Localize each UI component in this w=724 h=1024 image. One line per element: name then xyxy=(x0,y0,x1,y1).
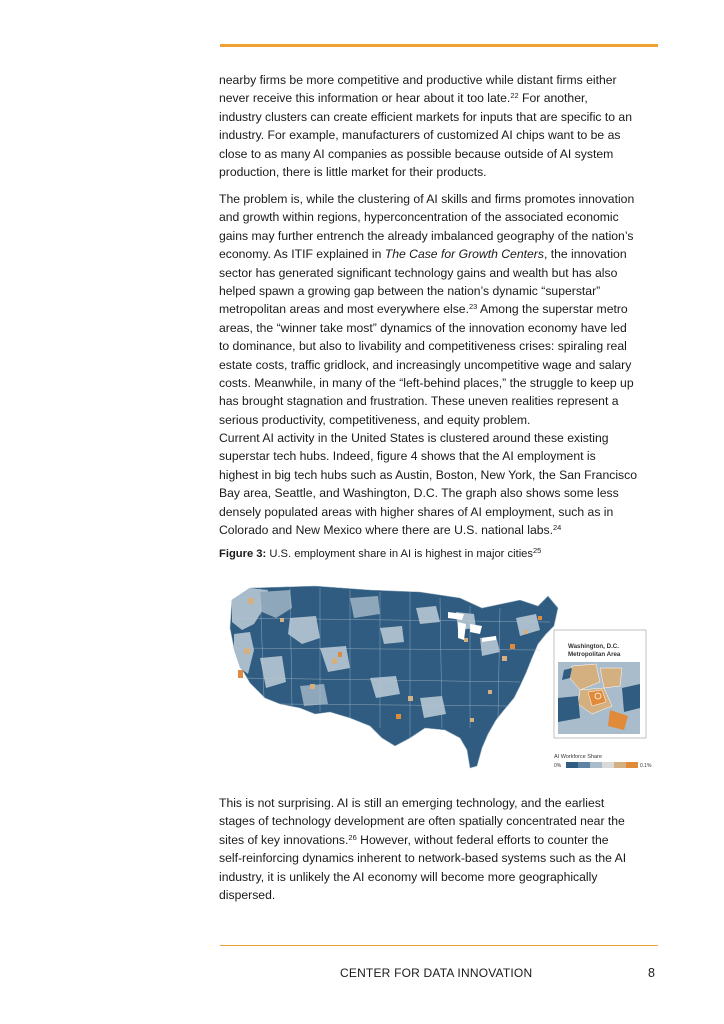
text-line: highest in big tech hubs such as Austin, Boston, New York, the San Francisco xyxy=(219,467,638,482)
text-line: industry clusters can create efficient markets for inputs that are specific to an xyxy=(219,109,632,124)
text-line: has brought stagnation and frustration. These uneven realities represent a xyxy=(219,394,619,409)
text-line: estate costs, traffic gridlock, and increasingly uncompetitive wage and salary xyxy=(219,357,632,372)
text-line: costs. Meanwhile, in many of the “left-behind places,” the struggle to keep up xyxy=(219,376,634,391)
text-line: stages of technology development are often spatially concentrated near the xyxy=(219,814,625,829)
text-line: densely populated areas with higher shares of AI employment, such as in xyxy=(219,504,614,519)
text-line: This is not surprising. AI is still an emerging technology, and the earliest xyxy=(219,796,605,810)
paragraph-hyperconcentration xyxy=(219,190,663,429)
text-line: The problem is, while the clustering of AI skills and firms promotes innovation xyxy=(219,192,635,206)
header-rule xyxy=(220,44,658,47)
page-number: 8 xyxy=(648,966,655,980)
footnote-ref: 26 xyxy=(348,832,357,842)
text-line: production, there is little market for their products. xyxy=(219,165,487,180)
text-line: superstar tech hubs. Indeed, figure 4 shows that the AI employment is xyxy=(219,449,596,464)
footnote-ref: 23 xyxy=(468,302,478,312)
text-line: dispersed. xyxy=(219,888,276,903)
paragraph-clusters xyxy=(219,71,663,181)
footnote-ref: 24 xyxy=(552,523,562,533)
legend-max: 0.1% xyxy=(640,763,652,769)
text-line: close to as many AI companies as possible because outside of AI system xyxy=(219,146,614,161)
figure-label: Figure 3: xyxy=(219,548,267,560)
footer-title: CENTER FOR DATA INNOVATION xyxy=(340,966,533,980)
text-line: economy. As ITIF explained in The Case for Growth Centers, the innovation xyxy=(219,247,627,262)
legend-title: AI Workforce Share xyxy=(554,754,602,760)
text-line: sector has generated significant technology gains and wealth but has also xyxy=(219,265,618,280)
text-line: industry. For example, manufacturers of customized AI chips want to be as xyxy=(219,128,621,143)
report-title: The Case for Growth Centers xyxy=(384,247,544,262)
text-line: sites of key innovations.$^{26}$ However, without federal efforts to counter the xyxy=(219,832,609,847)
text-line: Bay area, Seattle, and Washington, D.C. The graph also shows some less xyxy=(219,486,619,501)
paragraph-not-surprising xyxy=(219,794,663,904)
text-line: Current AI activity in the United States is clustered around these existing xyxy=(219,431,609,445)
text-line: Colorado and New Mexico where there are U.S. national labs.$^{24}$ xyxy=(219,523,562,538)
text-line: industry, it is unlikely the AI economy will become more geographically xyxy=(219,869,598,884)
inset-title-2: Metropolitan Area xyxy=(568,651,621,658)
text-line: areas, the “winner take most” dynamics of the innovation economy have led xyxy=(219,320,627,335)
figure-caption xyxy=(219,548,541,560)
text-line: helped spawn a growing gap between the nation’s dynamic “superstar” xyxy=(219,284,601,299)
footnote-ref: 22 xyxy=(510,91,519,101)
ai-employment-map xyxy=(220,578,660,776)
us-map xyxy=(230,586,558,768)
inset-title-1: Washington, D.C. xyxy=(568,643,619,650)
paragraph-current-ai-activity xyxy=(219,429,663,539)
text-line: gains may further entrench the already imbalanced geography of the nation’s xyxy=(219,228,634,243)
text-line: never receive this information or hear about it too late.$^{22}$ For another, xyxy=(219,91,588,106)
text-line: to dominance, but also to livability and competitiveness crises: spiraling real xyxy=(219,339,627,354)
text-line: and growth within regions, hyperconcentration of the associated economic xyxy=(219,210,619,225)
dc-inset xyxy=(554,630,646,738)
text-line: self-reinforcing dynamics inherent to network-based systems such as the AI xyxy=(219,851,627,866)
footer-rule xyxy=(220,945,658,946)
figure-caption-text: U.S. employment share in AI is highest in major cities xyxy=(266,548,533,560)
map-legend xyxy=(554,754,652,769)
legend-min: 0% xyxy=(554,763,562,769)
footnote-ref: 25 xyxy=(533,546,542,555)
text-line: serious productivity, competitiveness, and equity problem. xyxy=(219,412,531,427)
text-line: nearby firms be more competitive and productive while distant firms either xyxy=(219,73,617,87)
text-line: metropolitan areas and most everywhere else.$^{23}$ Among the superstar metro xyxy=(219,302,628,317)
